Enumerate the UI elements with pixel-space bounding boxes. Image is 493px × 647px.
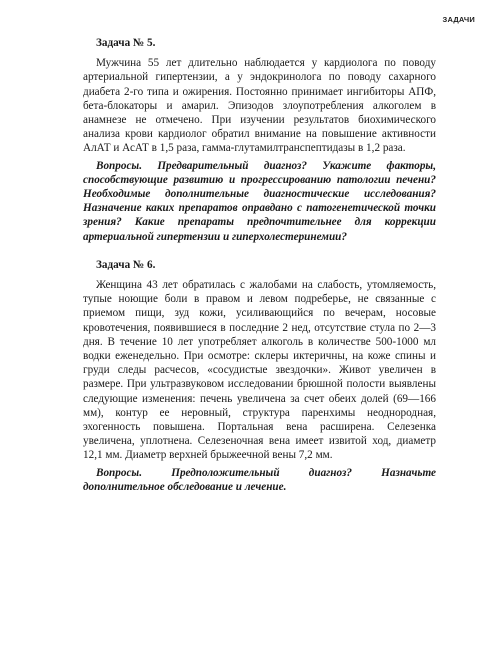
task-title: Задача № 5. — [96, 37, 156, 49]
task-questions: Вопросы. Предположительный диагноз? Назначьте дополнительное обследование и лечение. — [83, 466, 436, 493]
task-questions: Вопросы. Предварительный диагноз? Укажите факторы, способствующие развитию и прогрессированию патологии печени? Необходимые дополнительные диагностические исследования? Назначение каких препаратов оправдано с патогенетической точки зрения? Какие препараты предпочтительнее для коррекции артериальной гипертензии и гиперхолестеринемии? — [83, 159, 436, 243]
task-body: Мужчина 55 лет длительно наблюдается у кардиолога по поводу артериальной гипертензии, а у эндокринолога по поводу сахарного диабета 2-го типа и ожирения. Постоянно принимает ингибиторы АПФ, бета-блокаторы и амарил. Эпизодов злоупотребления алкоголем в анамнезе не отмечено. При изучении результатов биохимического анализа крови кардиолог обратил внимание на повышение активности АлАТ и АсАТ в 1,5 раза, гамма-глутамилтранспептидазы в 1,2 раза. — [83, 57, 436, 155]
running-header: ЗАДАЧИ — [442, 15, 475, 24]
task-5 — [83, 36, 436, 244]
task-title: Задача № 6. — [96, 258, 156, 271]
page-content — [83, 36, 436, 494]
task-6 — [83, 258, 436, 494]
task-body: Женщина 43 лет обратилась с жалобами на слабость, утомляемость, тупые ноющие боли в правом и левом подреберье, не связанные с приемом пищи, зуд кожи, усиливающийся по вечерам, носовые кровотечения, появившиеся в последние 2 нед, отсутствие стула по 2—3 дня. В течение 10 лет употребляет алкоголь в количестве 500-1000 мл водки еженедельно. При осмотре: склеры иктеричны, на коже спины и груди следы расчесов, «сосудистые звездочки». Живот увеличен в размере. При ультразвуковом исследовании брюшной полости выявлены следующие изменения: печень увеличена за счет обеих долей (69—166 мм), контур ее неровный, структура паренхимы неоднородная, эхогенность повышена. Портальная вена расширена. Селезенка увеличена, уплотнена. Селезеночная вена имеет извитой ход, диаметр 12,1 мм. Диаметр верхней брыжеечной вены 7,2 мм. — [83, 279, 436, 462]
